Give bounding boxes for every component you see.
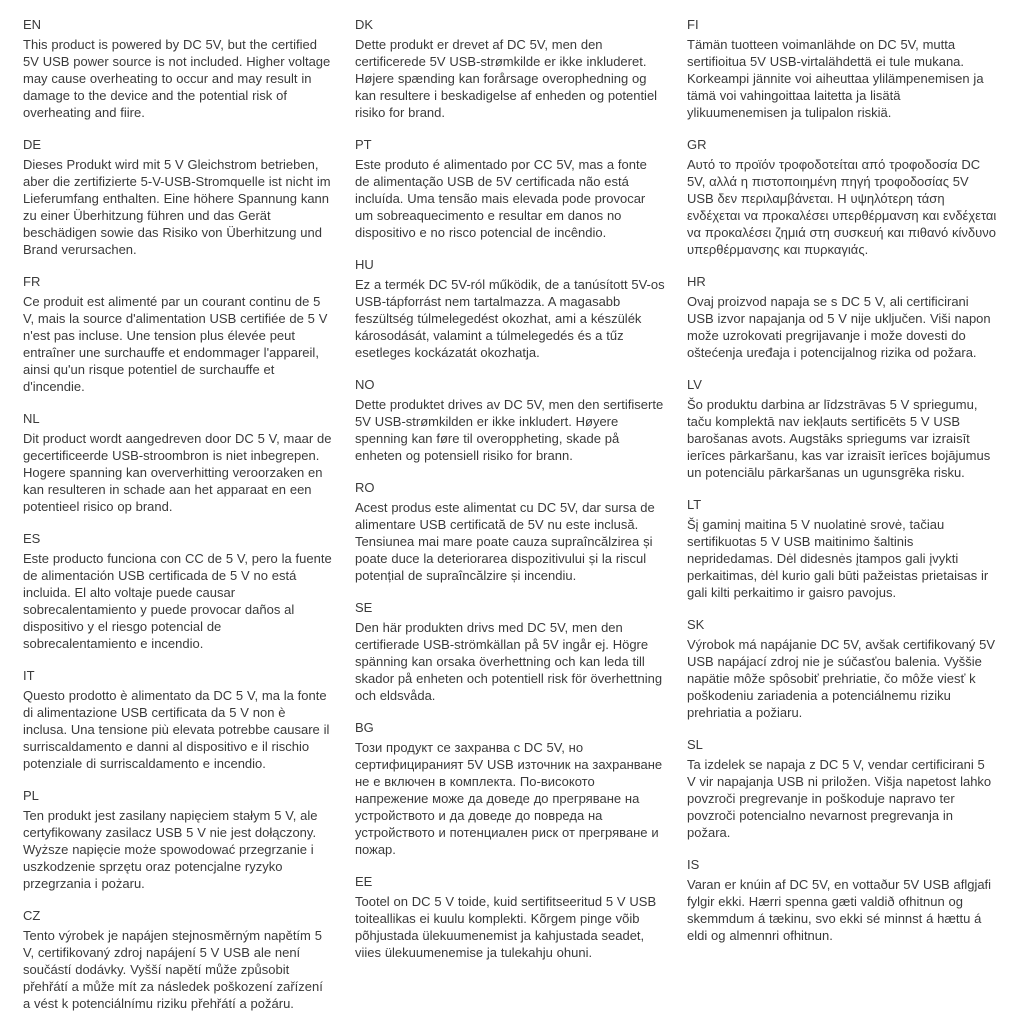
language-section — [355, 599, 665, 704]
language-section — [687, 136, 997, 258]
language-notice-text: Este produto é alimentado por CC 5V, mas a fonte de alimentação USB de 5V certificada não está incluída. Uma tensão mais elevada pode provocar um sobreaquecimento e resultar em danos no dispositivo e no risco potencial de incêndio. — [355, 157, 647, 240]
language-section — [687, 856, 997, 944]
language-code-heading: ES — [23, 531, 41, 546]
language-section — [355, 256, 665, 361]
language-notice-text: Acest produs este alimentat cu DC 5V, dar sursa de alimentare USB certificată de 5V nu este inclusă. Tensiunea mai mare poate cauza supraîncălzirea și poate duce la deteriorarea dispozitivului și la riscul potențial de supraîncălzire și incendiu. — [355, 500, 655, 583]
language-section — [23, 667, 333, 772]
language-notice-text: Este producto funciona con CC de 5 V, pero la fuente de alimentación USB certificada de 5 V no está incluida. El alto voltaje puede causar sobrecalentamiento y puede provocar daños al dispositivo y el riesgo potencial de sobrecalentamiento e incendio. — [23, 551, 332, 651]
language-section — [23, 136, 333, 258]
language-notice-text: Šo produktu darbina ar līdzstrāvas 5 V spriegumu, taču komplektā nav iekļauts sertificēts 5 V USB barošanas avots. Augstāks spriegums var izraisīt ierīces pārkaršanu, kas var izraisīt ierīces bojājumus un potenciālu pārkaršanas un ugunsgrēka risku. — [687, 397, 991, 480]
language-notice-text: Ez a termék DC 5V-ról működik, de a tanúsított 5V-os USB-tápforrást nem tartalmazza. A magasabb feszültség túlmelegedést okozhat, ami a készülék károsodását, valamint a túlmelegedés és a tűz esetleges kockázatát okozhatja. — [355, 277, 665, 360]
language-notice-text: Ten produkt jest zasilany napięciem stałym 5 V, ale certyfikowany zasilacz USB 5 V nie jest dołączony. Wyższe napięcie może spowodować przegrzanie i uszkodzenie sprzętu oraz potencjalne ryzyko przegrzania i pożaru. — [23, 808, 318, 891]
language-notice-text: Ta izdelek se napaja z DC 5 V, vendar certificirani 5 V vir napajanja USB ni priložen. Višja napetost lahko povzroči pregrevanje in poškoduje napravo ter povzroči potencialno nevarnost pregrevanja in požara. — [687, 757, 992, 840]
language-section — [687, 616, 997, 721]
language-code-heading: DK — [355, 17, 374, 32]
language-code-heading: DE — [23, 137, 42, 152]
language-code-heading: IS — [687, 857, 700, 872]
language-section — [687, 736, 997, 841]
language-section — [687, 273, 997, 361]
language-code-heading: NO — [355, 377, 375, 392]
language-code-heading: LT — [687, 497, 702, 512]
language-code-heading: FI — [687, 17, 699, 32]
language-code-heading: HU — [355, 257, 374, 272]
language-notice-text: Tootel on DC 5 V toide, kuid sertifitseeritud 5 V USB toiteallikas ei kuulu komplekti. Kõrgem pinge võib põhjustada ülekuumenemist ja kahjustada seadet, viies ülekuumenemise ja tulekahju ohuni. — [355, 894, 657, 960]
language-section — [23, 530, 333, 652]
language-notice-text: Tämän tuotteen voimanlähde on DC 5V, mutta sertifioitua 5V USB-virtalähdettä ei tule mukana. Korkeampi jännite voi aiheuttaa ylilämpenemisen ja tämä voi vahingoittaa laitetta ja lisätä ylikuumenemisen ja tulipalon riskiä. — [687, 37, 984, 120]
language-notice-text: Ovaj proizvod napaja se s DC 5 V, ali certificirani USB izvor napajanja od 5 V nije uključen. Viši napon može uzrokovati pregrijavanje i može dovesti do oštećenja uređaja i potencijalnog rizika od požara. — [687, 294, 991, 360]
language-notice-text: Ce produit est alimenté par un courant continu de 5 V, mais la source d'alimentation USB certifiée de 5 V n'est pas incluse. Une tension plus élevée peut entraîner une surchauffe et endommager l'appareil, ainsi qu'un risque potentiel de surchauffe et d'incendie. — [23, 294, 328, 394]
language-code-heading: LV — [687, 377, 702, 392]
language-notice-text: Šį gaminį maitina 5 V nuolatinė srovė, tačiau sertifikuotas 5 V USB maitinimo šaltinis nepridedamas. Dėl didesnės įtampos gali įvykti perkaitimas, dėl kurio gali būti pažeistas prietaisas ir gali kilti perkaitimo ir gaisro pavojus. — [687, 517, 989, 600]
language-code-heading: FR — [23, 274, 41, 289]
language-code-heading: RO — [355, 480, 375, 495]
notice-column-2 — [355, 16, 665, 1014]
language-notice-text: This product is powered by DC 5V, but the certified 5V USB power source is not included. Higher voltage may cause overheating to occur and may result in damage to the device and the potential risk of overheating and fiire. — [23, 37, 331, 120]
language-notice-text: Този продукт се захранва с DC 5V, но сертифицираният 5V USB източник на захранване не е включен в комплекта. По-високото напрежение може да доведе до прегряване на устройството и да доведе до повреда на устройството и потенциален риск от прегряване и пожар. — [355, 740, 663, 857]
language-section — [23, 907, 333, 1012]
language-section — [355, 479, 665, 584]
language-notice-text: Den här produkten drivs med DC 5V, men den certifierade USB-strömkällan på 5V ingår ej. Högre spänning kan orsaka överhettning och kan leda till skador på enheten och potentiell risk för överhettning och eldsvåda. — [355, 620, 663, 703]
language-code-heading: SK — [687, 617, 705, 632]
notice-column-3 — [687, 16, 997, 1014]
language-code-heading: PL — [23, 788, 39, 803]
notice-column-1 — [23, 16, 333, 1014]
language-notice-text: Dieses Produkt wird mit 5 V Gleichstrom betrieben, aber die zertifizierte 5-V-USB-Stromquelle ist nicht im Lieferumfang enthalten. Eine höhere Spannung kann zu einer Überhitzung führen und das Gerät beschädigen sowie das Risiko von Überhitzung und Brand verursachen. — [23, 157, 331, 257]
language-code-heading: BG — [355, 720, 374, 735]
language-code-heading: PT — [355, 137, 372, 152]
language-code-heading: NL — [23, 411, 40, 426]
language-code-heading: GR — [687, 137, 707, 152]
language-section — [355, 873, 665, 961]
language-notice-text: Αυτό το προϊόν τροφοδοτείται από τροφοδοσία DC 5V, αλλά η πιστοποιημένη πηγή τροφοδοσίας 5V USB δεν περιλαμβάνεται. Η υψηλότερη τάση ενδέχεται να προκαλέσει υπερθέρμανση και ενδέχεται να προκαλέσει ζημιά στη συσκευή και πιθανό κίνδυνο υπερθέρμανσης και πυρκαγιάς. — [687, 157, 997, 257]
language-section — [23, 16, 333, 121]
language-section — [687, 376, 997, 481]
language-section — [687, 496, 997, 601]
language-notice-text: Dit product wordt aangedreven door DC 5 V, maar de gecertificeerde USB-stroombron is niet inbegrepen. Hogere spanning kan oververhitting veroorzaken en kan resulteren in schade aan het apparaat en een potentieel risico op brand. — [23, 431, 332, 514]
language-code-heading: HR — [687, 274, 706, 289]
language-notice-text: Dette produktet drives av DC 5V, men den sertifiserte 5V USB-strømkilden er ikke inkludert. Høyere spenning kan føre til overoppheting, skade på enheten og potensiell risiko for brann. — [355, 397, 664, 463]
language-section — [355, 16, 665, 121]
language-code-heading: CZ — [23, 908, 41, 923]
language-code-heading: SE — [355, 600, 373, 615]
language-notice-text: Tento výrobek je napájen stejnosměrným napětím 5 V, certifikovaný zdroj napájení 5 V USB ale není součástí dodávky. Vyšší napětí může způsobit přehřátí a může mít za následek poškození zařízení a vést k potenciálnímu riziku přehřátí a požáru. — [23, 928, 323, 1011]
language-notice-text: Questo prodotto è alimentato da DC 5 V, ma la fonte di alimentazione USB certificata da 5 V non è inclusa. Una tensione più elevata potrebbe causare il surriscaldamento e danni al dispositivo e il rischio potenziale di surriscaldamento e incendio. — [23, 688, 330, 771]
language-section — [355, 136, 665, 241]
language-section — [23, 787, 333, 892]
language-code-heading: IT — [23, 668, 35, 683]
language-section — [23, 273, 333, 395]
language-code-heading: SL — [687, 737, 703, 752]
language-section — [687, 16, 997, 121]
language-notice-text: Varan er knúin af DC 5V, en vottaður 5V USB aflgjafi fylgir ekki. Hærri spenna gæti valdið ofhitnun og skemmdum á tækinu, svo ekki sé minnst á hættu á eldi og almennri ofhitnun. — [687, 877, 992, 943]
language-section — [355, 719, 665, 858]
language-notice-text: Dette produkt er drevet af DC 5V, men den certificerede 5V USB-strømkilde er ikke inkluderet. Højere spænding kan forårsage overophedning og kan resultere i beskadigelse af enheden og potentiel risiko for brand. — [355, 37, 658, 120]
language-section — [23, 410, 333, 515]
language-code-heading: EN — [23, 17, 42, 32]
language-code-heading: EE — [355, 874, 373, 889]
language-notice-text: Výrobok má napájanie DC 5V, avšak certifikovaný 5V USB napájací zdroj nie je súčasťou balenia. Vyššie napätie môže spôsobiť prehriatie, čo môže viesť k poškodeniu zariadenia a potenciálnemu riziku prehriatia a požiaru. — [687, 637, 996, 720]
language-section — [355, 376, 665, 464]
